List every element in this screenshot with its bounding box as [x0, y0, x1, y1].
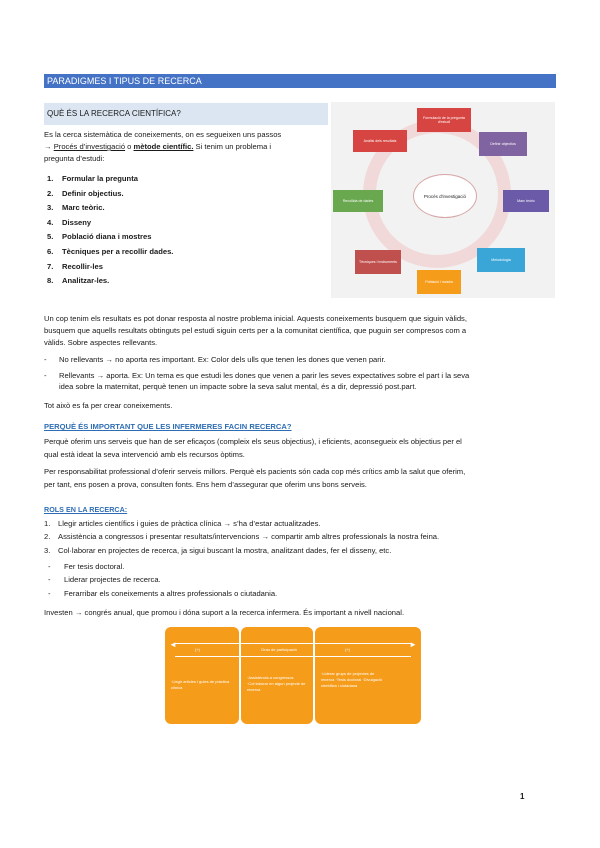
- intro-line-3: pregunta d’estudi:: [44, 154, 105, 163]
- participation-col-3: [315, 627, 421, 724]
- relevance-list: [44, 354, 556, 393]
- section2-line-4: per tant, ens posen a prova, consulten fonts. Ens hem d’assegurar que oferim uns bons serveis.: [44, 480, 367, 489]
- list-item: - Ferarribar els coneixements a altres professionals o ciutadania.: [48, 587, 548, 600]
- list-item: - Rellevants → aporta. Ex: Un tema es que estudi les dones que venen a parir les seves expectatives sobre el part i la seva idea sobre la maternitat, perquè tenen un impacte sobre la seva salut mental, és a dir, depressió post.part.: [44, 370, 556, 393]
- para1-line-3: vàlids. Sobre aspectes rellevants.: [44, 338, 158, 347]
- proces-investigacio: Procés d’investigació: [53, 142, 126, 151]
- list-item: - Liderar projectes de recerca.: [48, 573, 548, 586]
- node-bottom: Població i mostra: [417, 270, 461, 294]
- arrow-mid-label: Grau de participació: [261, 647, 297, 652]
- rols-sublist: [48, 560, 548, 600]
- section2-line-1: Perquè oferim uns serveis que han de ser eficaços (compleix els seus objectius), i eficients, aconsegueix els objectius per el: [44, 437, 462, 446]
- list-item: 3. Marc teòric.: [47, 203, 105, 213]
- node-left-bottom: Tècniques i instruments: [355, 250, 401, 274]
- arrow-text: →: [44, 142, 54, 151]
- investen-line: Investen → congrés anual, que promou i dóna suport a la recerca infermera. És important a nivell nacional.: [44, 608, 405, 617]
- list-item: 5. Població diana i mostres: [47, 232, 152, 242]
- section-heading-que-es: QUÈ ÉS LA RECERCA CIENTÍFICA?: [44, 103, 328, 125]
- node-right-top: Definir objectius: [479, 132, 527, 156]
- list-item: 1. Formular la pregunta: [47, 174, 138, 183]
- section2-line-2: qual està ideat la seva intervenció amb els recursos òptims.: [44, 450, 245, 459]
- list-item: 2. Definir objectius.: [47, 188, 124, 198]
- col2-text: ·Assistència a congressos ·Col·laborar en algun projecte de recerca: [247, 675, 306, 692]
- list-item: 8. Analitzar-les.: [47, 276, 110, 286]
- rols-list: [44, 517, 556, 557]
- node-right-bottom: Metodologia: [477, 248, 525, 272]
- section2-line-3: Per responsabilitat professional d’oferir serveis millors. Perquè els pacients són cada cop més crítics amb la salut que oferim,: [44, 467, 466, 476]
- participation-diagram: [165, 627, 421, 724]
- list-item: 6. Tècniques per a recollir dades.: [47, 246, 174, 256]
- intro-tail: Si tenim un problema i: [193, 142, 272, 151]
- cycle-center: Procés d'investigació: [413, 174, 477, 218]
- steps-list: [44, 172, 324, 289]
- arrow-right-label: (+): [345, 647, 350, 652]
- para1-line-2: busquem que aquells resultats obtinguts pel estudi siguin certs per a la comunitat científica, que puguin ser compresos com a: [44, 326, 467, 335]
- col3-text: ·Liderar grups de projectes de recerca ·Tesis doctoral ·Divulgació científica i ciutadana: [321, 671, 383, 688]
- col1-text: ·Llegir articles i guies de pràctica clínica: [171, 679, 230, 690]
- node-left: Recollida de dades: [333, 190, 383, 212]
- node-left-top: Anàlisi dels resultats: [353, 130, 407, 152]
- arrow-left-icon: ◄: [169, 640, 177, 649]
- participation-col-2: [241, 627, 313, 724]
- page-title: PARADIGMES I TIPUS DE RECERCA: [44, 74, 556, 88]
- intro-line-2: [44, 141, 328, 153]
- section-heading-rols: ROLS EN LA RECERCA:: [44, 505, 128, 514]
- list-item: 7. Recollir-les: [47, 261, 103, 271]
- section-heading-perque: PERQUÈ ÉS IMPORTANT QUE LES INFERMERES FACIN RECERCA?: [44, 422, 292, 431]
- metode-cientific: mètode científic.: [133, 142, 194, 151]
- para1-line-1: Un cop tenim els resultats es pot donar resposta al nostre problema inicial. Aquests coneixements busquem que siguin vàlids,: [44, 314, 467, 323]
- node-right: Marc teòric: [503, 190, 549, 212]
- arrow-left-label: (+): [195, 647, 200, 652]
- list-item: - No rellevants → no aporta res important. Ex: Color dels ulls que tenen les dones que venen parir.: [44, 354, 556, 366]
- list-item: 1. Llegir articles científics i guies de pràctica clínica → s’ha d’estar actualitzades.: [44, 519, 321, 528]
- arrow-right-icon: ►: [409, 640, 417, 649]
- node-top: Formulació de la pregunta d'estudi: [417, 108, 471, 132]
- connector-text: o: [125, 142, 134, 151]
- intro-line-1: Es la cerca sistemàtica de coneixements, on es segueixen uns passos: [44, 130, 282, 139]
- list-item: 4. Disseny: [47, 217, 92, 227]
- list-item: 3. Col·laborar en projectes de recerca, ja sigui buscant la mostra, analitzant dades, fer el disseny, etc.: [44, 545, 392, 555]
- para1-line-4: Tot això es fa per crear coneixements.: [44, 401, 173, 410]
- participation-arrow: [169, 640, 417, 657]
- research-cycle-diagram: [331, 102, 555, 298]
- list-item: - Fer tesis doctoral.: [48, 560, 548, 573]
- page-number: 1: [520, 792, 525, 801]
- list-item: 2. Assistència a congressos i presentar resultats/intervencions → compartir amb altres professionals la nostra feina.: [44, 532, 440, 542]
